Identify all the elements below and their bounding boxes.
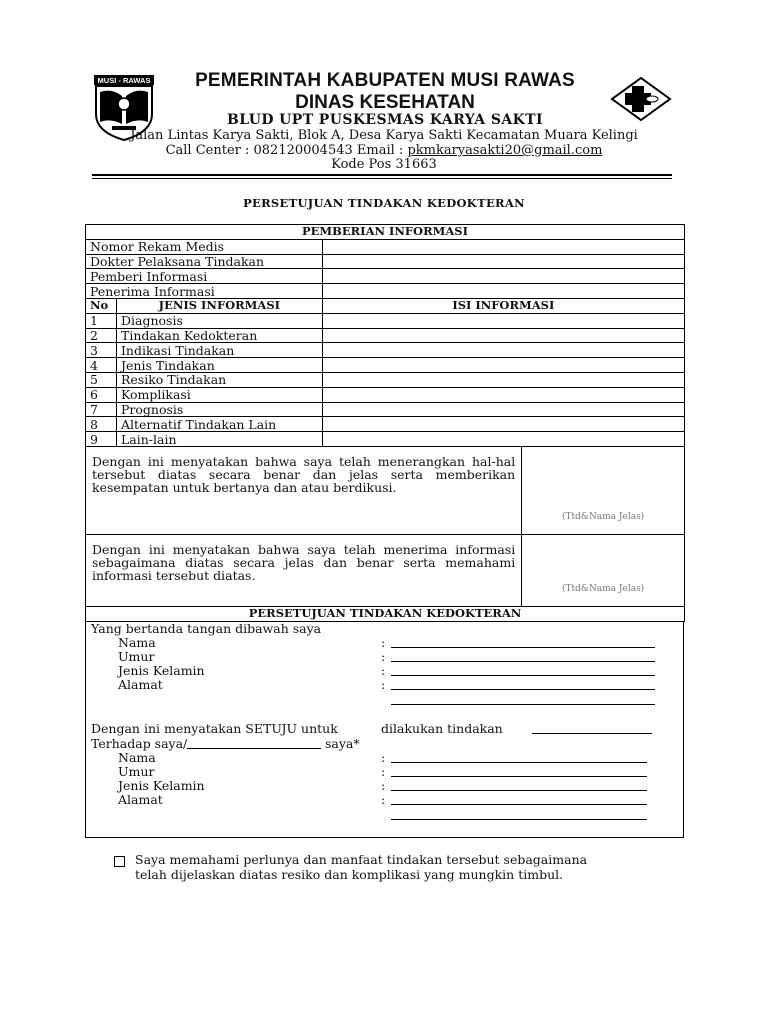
field-value[interactable] (322, 269, 684, 284)
relation-field[interactable] (187, 737, 321, 749)
row-no: 9 (86, 432, 117, 447)
field-label: Pemberi Informasi (86, 269, 323, 284)
row-no: 7 (86, 402, 117, 417)
col-header-no: No (86, 298, 117, 313)
field-label: Jenis Kelamin (118, 663, 205, 678)
row-no: 8 (86, 417, 117, 432)
header-agency: DINAS KESEHATAN (295, 92, 475, 113)
footer-line2: telah dijelaskan diatas resiko dan komplikasi yang mungkin timbul. (135, 867, 564, 882)
table-row (86, 313, 685, 328)
field-label: Umur (118, 764, 155, 779)
logo-text: MUSI - RAWAS (97, 76, 151, 85)
col-header-isi: ISI INFORMASI (322, 298, 684, 313)
row-value[interactable] (322, 372, 684, 387)
row-label: Diagnosis (116, 313, 322, 328)
row-value[interactable] (322, 343, 684, 358)
patient-statement: Dengan ini menyatakan bahwa saya telah menerima informasi sebagaimana diatas secara jelas dan benar serta memahami informasi tersebut diatas. (86, 534, 522, 606)
action-label: dilakukan tindakan (381, 721, 503, 736)
email-link[interactable]: pkmkaryasakti20@gmail.com (407, 143, 603, 158)
header-divider-thin (92, 178, 672, 179)
colon: : (381, 649, 386, 664)
colon: : (381, 663, 386, 678)
row-label: Jenis Tindakan (116, 358, 322, 373)
table-row (86, 432, 685, 447)
agree-statement: Dengan ini menyatakan SETUJU untuk (91, 721, 338, 736)
consent-intro: Yang bertanda tangan dibawah saya (91, 621, 322, 636)
row-no: 2 (86, 328, 117, 343)
row-label: Alternatif Tindakan Lain (116, 417, 322, 432)
header-postal-code: Kode Pos 31663 (331, 157, 437, 172)
address-field-line2[interactable] (391, 693, 655, 705)
table-row (86, 358, 685, 373)
field-label: Nama (118, 635, 156, 650)
table-row (86, 343, 685, 358)
row-value[interactable] (322, 402, 684, 417)
header-contact (60, 143, 708, 158)
colon: : (381, 792, 386, 807)
colon: : (381, 677, 386, 692)
row-value[interactable] (322, 417, 684, 432)
header-government: PEMERINTAH KABUPATEN MUSI RAWAS (195, 70, 575, 91)
signature-hint: (Ttd&Nama Jelas) (561, 511, 645, 522)
patient-gender-field[interactable] (391, 779, 647, 791)
table-row (86, 402, 685, 417)
document-title: PERSETUJUAN TINDAKAN KEDOKTERAN (243, 196, 525, 210)
age-field[interactable] (391, 650, 655, 662)
row-label: Lain-lain (116, 432, 322, 447)
row-label: Resiko Tindakan (116, 372, 322, 387)
action-field[interactable] (532, 722, 652, 734)
field-label: Alamat (118, 792, 163, 807)
patient-address-field-line2[interactable] (391, 808, 647, 820)
colon: : (381, 778, 386, 793)
understanding-checkbox[interactable] (114, 856, 125, 867)
patient-address-field[interactable] (391, 793, 647, 805)
row-no: 3 (86, 343, 117, 358)
row-label: Komplikasi (116, 387, 322, 402)
header-address: Jalan Lintas Karya Sakti, Blok A, Desa Karya Sakti Kecamatan Muara Kelingi (130, 128, 638, 143)
field-value[interactable] (322, 239, 684, 254)
field-label: Nama (118, 750, 156, 765)
colon: : (381, 635, 386, 650)
colon: : (381, 764, 386, 779)
patient-signature-box[interactable] (522, 534, 685, 606)
against-suffix: saya* (325, 736, 360, 751)
address-field[interactable] (391, 678, 655, 690)
consent-section-title: PERSETUJUAN TINDAKAN KEDOKTERAN (86, 606, 685, 621)
table-row (86, 328, 685, 343)
information-table (85, 224, 685, 622)
row-value[interactable] (322, 432, 684, 447)
row-value[interactable] (322, 358, 684, 373)
gender-field[interactable] (391, 664, 655, 676)
field-value[interactable] (322, 284, 684, 299)
row-value[interactable] (322, 387, 684, 402)
field-label: Nomor Rekam Medis (86, 239, 323, 254)
footer-line1: Saya memahami perlunya dan manfaat tindakan tersebut sebagaimana (135, 852, 588, 867)
table-row (86, 417, 685, 432)
field-label: Jenis Kelamin (118, 778, 205, 793)
row-no: 1 (86, 313, 117, 328)
field-label: Umur (118, 649, 155, 664)
table-row (86, 387, 685, 402)
header-puskesmas: BLUD UPT PUSKESMAS KARYA SAKTI (227, 112, 543, 128)
header-divider-thick (92, 174, 672, 176)
patient-name-field[interactable] (391, 751, 647, 763)
doctor-statement: Dengan ini menyatakan bahwa saya telah menerangkan hal-hal tersebut diatas secara benar dan jelas serta memberikan kesempatan untuk bertanya dan atau berdikusi. (86, 446, 522, 534)
field-value[interactable] (322, 254, 684, 269)
field-label: Dokter Pelaksana Tindakan (86, 254, 323, 269)
signature-hint: (Ttd&Nama Jelas) (561, 583, 645, 594)
row-no: 6 (86, 387, 117, 402)
row-label: Indikasi Tindakan (116, 343, 322, 358)
row-label: Prognosis (116, 402, 322, 417)
doctor-signature-box[interactable] (522, 446, 685, 534)
name-field[interactable] (391, 636, 655, 648)
row-no: 4 (86, 358, 117, 373)
against-prefix: Terhadap saya/ (91, 736, 188, 751)
field-label: Penerima Informasi (86, 284, 323, 299)
field-label: Alamat (118, 677, 163, 692)
patient-age-field[interactable] (391, 765, 647, 777)
call-center-text: Call Center : 082120004543 Email : (165, 143, 408, 158)
row-label: Tindakan Kedokteran (116, 328, 322, 343)
row-value[interactable] (322, 313, 684, 328)
row-value[interactable] (322, 328, 684, 343)
col-header-jenis: JENIS INFORMASI (116, 298, 322, 313)
info-section-title: PEMBERIAN INFORMASI (86, 225, 685, 240)
table-row (86, 372, 685, 387)
colon: : (381, 750, 386, 765)
row-no: 5 (86, 372, 117, 387)
